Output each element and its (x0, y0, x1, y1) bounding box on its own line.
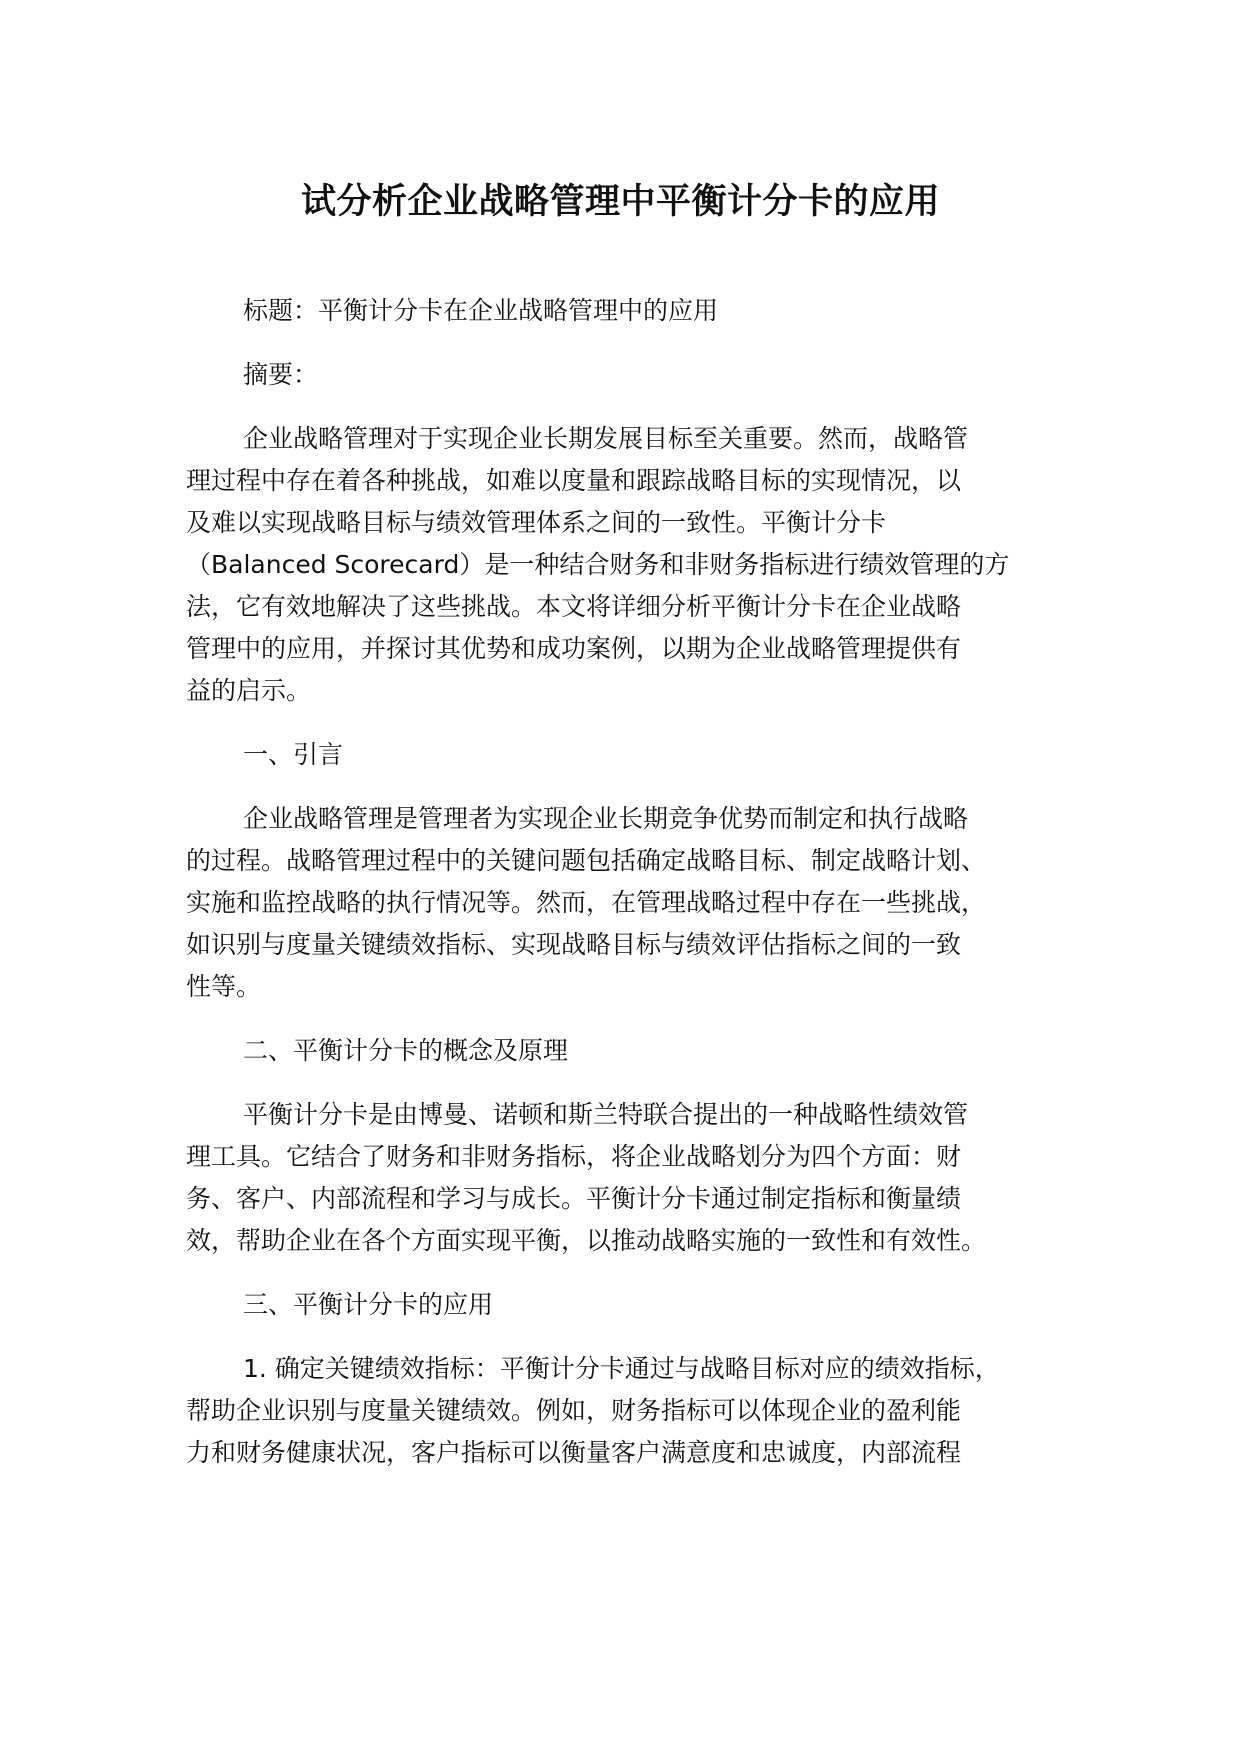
text-line: 摘要： (243, 360, 319, 389)
text-line: 法，它有效地解决了这些挑战。本文将详细分析平衡计分卡在企业战略 (186, 592, 962, 621)
text-line: 二、平衡计分卡的概念及原理 (243, 1036, 569, 1065)
paragraph-application-item-1 (186, 1348, 1066, 1474)
text-line: 理工具。它结合了财务和非财务指标，将企业战略划分为四个方面：财 (186, 1142, 962, 1171)
text-line: （Balanced Scorecard）是一种结合财务和非财务指标进行绩效管理的方 (186, 550, 1010, 579)
paragraph-subject (186, 290, 1066, 332)
text-line: 标题：平衡计分卡在企业战略管理中的应用 (243, 296, 719, 325)
text-line: 企业战略管理对于实现企业长期发展目标至关重要。然而，战略管 (243, 424, 969, 453)
paragraph-concept-body (186, 1094, 1066, 1262)
text-line: 益的启示。 (186, 676, 312, 705)
text-line: 1. 确定关键绩效指标：平衡计分卡通过与战略目标对应的绩效指标， (243, 1354, 1000, 1383)
document-title: 试分析企业战略管理中平衡计分卡的应用 (300, 182, 940, 222)
text-line: 力和财务健康状况，客户指标可以衡量客户满意度和忠诚度，内部流程 (186, 1438, 962, 1467)
text-line: 理过程中存在着各种挑战，如难以度量和跟踪战略目标的实现情况，以 (186, 466, 962, 495)
text-line: 的过程。战略管理过程中的关键问题包括确定战略目标、制定战略计划、 (186, 846, 987, 875)
section-heading-application (186, 1284, 1066, 1326)
document-body (186, 290, 1066, 1474)
text-line: 效，帮助企业在各个方面实现平衡，以推动战略实施的一致性和有效性。 (186, 1226, 987, 1255)
text-line: 平衡计分卡是由博曼、诺顿和斯兰特联合提出的一种战略性绩效管 (243, 1100, 969, 1129)
paragraph-abstract-body (186, 418, 1066, 712)
text-line: 务、客户、内部流程和学习与成长。平衡计分卡通过制定指标和衡量绩 (186, 1184, 962, 1213)
text-line: 及难以实现战略目标与绩效管理体系之间的一致性。平衡计分卡 (186, 508, 887, 537)
text-line: 企业战略管理是管理者为实现企业长期竞争优势而制定和执行战略 (243, 804, 969, 833)
text-line: 实施和监控战略的执行情况等。然而，在管理战略过程中存在一些挑战， (186, 888, 987, 917)
text-line: 一、引言 (243, 740, 344, 769)
paragraph-abstract-heading (186, 354, 1066, 396)
text-line: 帮助企业识别与度量关键绩效。例如，财务指标可以体现企业的盈利能 (186, 1396, 962, 1425)
text-line: 管理中的应用，并探讨其优势和成功案例，以期为企业战略管理提供有 (186, 634, 962, 663)
text-line: 性等。 (186, 972, 262, 1001)
text-line: 如识别与度量关键绩效指标、实现战略目标与绩效评估指标之间的一致 (186, 930, 962, 959)
paragraph-introduction-body (186, 798, 1066, 1008)
section-heading-introduction (186, 734, 1066, 776)
text-line: 三、平衡计分卡的应用 (243, 1290, 494, 1319)
section-heading-concept (186, 1030, 1066, 1072)
